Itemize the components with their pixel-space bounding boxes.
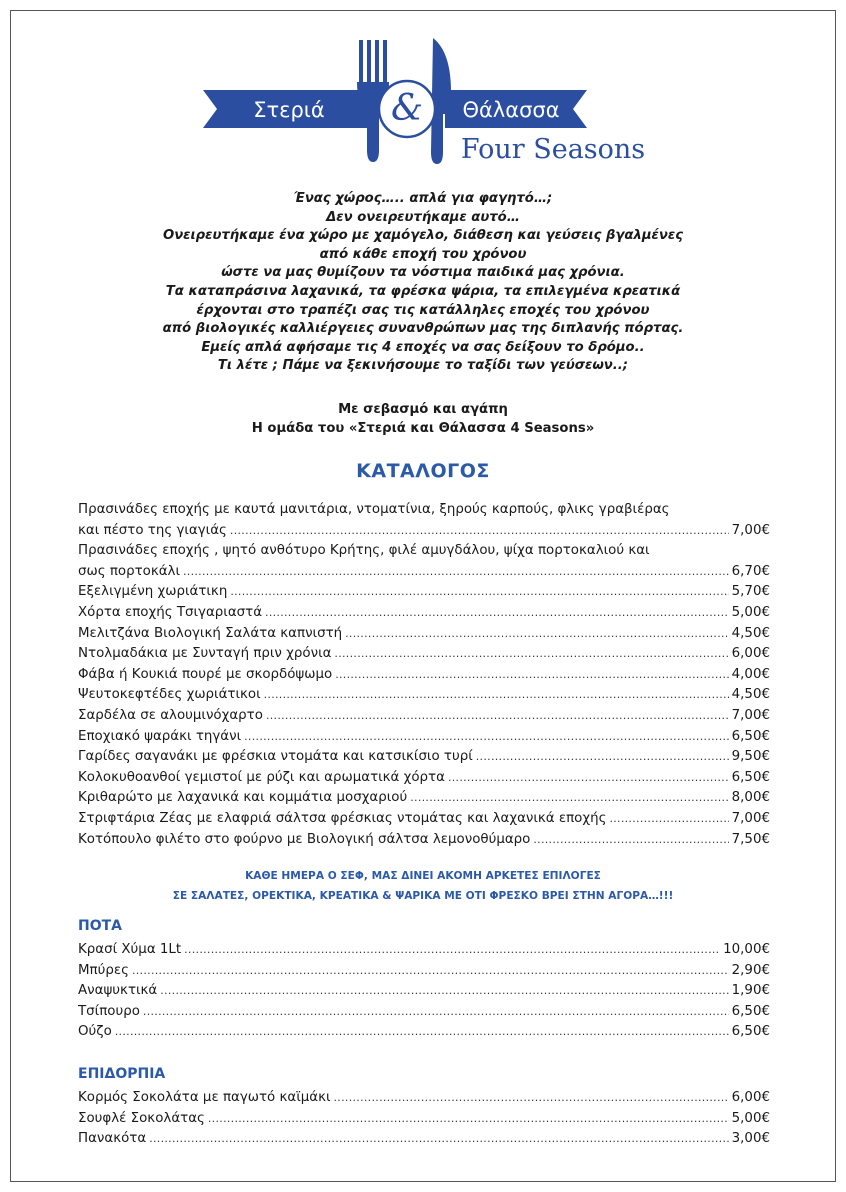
menu-item-name: Κορμός Σοκολάτα με παγωτό καϊμάκι (78, 1090, 331, 1105)
dot-leader (132, 961, 729, 982)
menu-item-price: 7,00€ (731, 707, 770, 723)
menu-item (78, 1109, 770, 1130)
menu-item-price: 6,50€ (731, 728, 770, 744)
menu-item-price: 5,00€ (731, 604, 770, 620)
intro-line: Τα καταπράσινα λαχανικά, τα φρέσκα ψάρια, τα επιλεγμένα κρεατικά (165, 283, 681, 299)
dot-leader (184, 940, 720, 961)
menu-item (78, 541, 770, 582)
dot-leader (230, 582, 728, 603)
menu-item-price: 6,00€ (731, 1090, 770, 1105)
food-menu (78, 500, 770, 850)
chef-notice (0, 866, 846, 906)
notice-line: ΣΕ ΣΑΛΑΤΕΣ, ΟΡΕΚΤΙΚΑ, ΚΡΕΑΤΙΚΑ & ΨΑΡΙΚΑ ΜΕ ΟΤΙ ΦΡΕΣΚΟ ΒΡΕΙ ΣΤΗΝ ΑΓΟΡΑ…!!! (172, 890, 674, 902)
intro-line: Δεν ονειρευτήκαμε αυτό… (326, 209, 520, 225)
dot-leader (609, 809, 728, 830)
menu-item-name: Κρασί Χύμα 1Lt (78, 942, 182, 957)
drinks-menu (78, 940, 770, 1043)
intro-line: Τι λέτε ; Πάμε να ξεκινήσουμε το ταξίδι των γεύσεων..; (217, 358, 629, 374)
menu-item (78, 788, 770, 809)
menu-item-name-line: Πρασινάδες εποχής , ψητό ανθότυρο Κρήτης, φιλέ αμυγδάλου, ψίχα πορτοκαλιού και (78, 543, 650, 559)
menu-item-price: 6,50€ (731, 1024, 770, 1040)
dot-leader (410, 788, 728, 809)
menu-item (78, 603, 770, 624)
menu-item (78, 500, 770, 541)
menu-item (78, 981, 770, 1002)
menu-item-name: Σουφλέ Σοκολάτας (78, 1110, 205, 1126)
menu-item-price: 4,50€ (731, 625, 770, 641)
dot-leader (334, 1088, 729, 1109)
logo-right-text: Θάλασσα (462, 98, 560, 122)
dot-leader (265, 603, 729, 624)
menu-item-name: Γαρίδες σαγανάκι με φρέσκια ντομάτα και κατσικίσιο τυρί (78, 749, 473, 765)
dot-leader (266, 706, 729, 727)
intro-line: έρχονται στο τραπέζι σας τις κατάλληλες εποχές του χρόνου (196, 302, 650, 318)
intro-line: ώστε να μας θυμίζουν τα νόστιμα παιδικά μας χρόνια. (221, 265, 625, 281)
menu-item (78, 582, 770, 603)
intro-text (60, 190, 786, 376)
menu-item (78, 830, 770, 851)
menu-item-name: Ούζο (78, 1024, 112, 1040)
catalog-heading: ΚΑΤΑΛΟΓΟΣ (356, 460, 490, 482)
menu-item-price: 6,50€ (731, 769, 770, 785)
dot-leader (143, 1002, 729, 1023)
menu-item (78, 809, 770, 830)
menu-item (78, 685, 770, 706)
menu-item (78, 706, 770, 727)
menu-item-name: Χόρτα εποχής Τσιγαριαστά (78, 604, 263, 620)
intro-line: Ένας χώρος….. απλά για φαγητό…; (293, 191, 553, 206)
menu-item-name: Εποχιακό ψαράκι τηγάνι (78, 728, 242, 744)
menu-item-name: Στριφτάρια Ζέας με ελαφριά σάλτσα φρέσκιας ντομάτας και λαχανικά εποχής (78, 810, 607, 826)
menu-item-name: και πέστο της γιαγιάς (78, 522, 227, 538)
menu-item-price: 7,50€ (731, 831, 770, 847)
notice-line: ΚΑΘΕ ΗΜΕΡΑ Ο ΣΕΦ, ΜΑΣ ΔΙΝΕΙ ΑΚΟΜΗ ΑΡΚΕΤΕΣ ΕΠΙΛΟΓΕΣ (245, 870, 601, 882)
menu-item-price: 7,00€ (731, 522, 770, 538)
intro-line: από βιολογικές καλλιέργειες συνανθρώπων μας της διπλανής πόρτας. (162, 321, 684, 337)
menu-item-price: 2,90€ (731, 962, 770, 978)
intro-line: Εμείς απλά αφήσαμε τις 4 εποχές να σας δείξουν το δρόμο.. (201, 339, 645, 355)
intro-line: Ονειρευτήκαμε ένα χώρο με χαμόγελο, διάθεση και γεύσεις βγαλμένες (162, 228, 684, 244)
menu-item-price: 5,70€ (731, 584, 770, 600)
menu-item-name-line: Πρασινάδες εποχής με καυτά μανιτάρια, ντοματίνια, ξηρούς καρπούς, φλικς γραβιέρας (78, 502, 670, 517)
logo-subtitle: Four Seasons (460, 134, 646, 165)
menu-item-name: Κριθαρώτο με λαχανικά και κομμάτια μοσχαριού (78, 790, 408, 806)
drinks-heading: ΠΟΤΑ (78, 918, 123, 934)
menu-item-name: Σαρδέλα σε αλουμινόχαρτο (78, 707, 263, 723)
menu-item-name: Αναψυκτικά (78, 983, 158, 999)
intro-line: από κάθε εποχή του χρόνου (319, 246, 527, 262)
menu-item (78, 1002, 770, 1023)
menu-item (78, 665, 770, 686)
menu-item (78, 747, 770, 768)
menu-item-price: 8,00€ (731, 790, 770, 806)
menu-item (78, 768, 770, 789)
dot-leader (149, 1129, 728, 1150)
logo-left-text: Στεριά (253, 98, 325, 122)
menu-item-name: Κολοκυθοανθοί γεμιστοί με ρύζι και αρωματικά χόρτα (78, 769, 445, 785)
signature-line: Με σεβασμό και αγάπη (338, 402, 508, 417)
menu-item-price: 10,00€ (723, 942, 770, 957)
menu-item-price: 6,50€ (731, 1003, 770, 1019)
menu-item-price: 4,00€ (731, 666, 770, 682)
menu-item (78, 940, 770, 961)
menu-item-name: Πανακότα (78, 1131, 147, 1147)
menu-item-price: 5,00€ (731, 1110, 770, 1126)
dot-leader (115, 1022, 729, 1043)
menu-item-name: Τσίπουρο (78, 1003, 140, 1019)
dot-leader (334, 644, 728, 665)
dot-leader (264, 685, 729, 706)
menu-item-name: Ψευτοκεφτέδες χωριάτικοι (78, 687, 261, 703)
menu-item-name: Φάβα ή Κουκιά πουρέ με σκορδόψωμο (78, 666, 333, 682)
menu-item-price: 3,00€ (731, 1131, 770, 1147)
menu-item-name: Κοτόπουλο φιλέτο στο φούρνο με Βιολογική σάλτσα λεμονοθύμαρο (78, 831, 531, 847)
signature-block (60, 400, 786, 438)
dot-leader (230, 521, 729, 542)
dot-leader (476, 747, 729, 768)
dot-leader (244, 727, 729, 748)
desserts-menu (78, 1088, 770, 1150)
menu-item-price: 6,00€ (731, 646, 770, 662)
menu-item (78, 961, 770, 982)
menu-item-price: 1,90€ (731, 983, 770, 999)
ampersand-text: & (390, 88, 424, 129)
menu-item-name: Εξελιγμένη χωριάτικη (78, 584, 228, 600)
menu-item-name: Ντολμαδάκια με Συνταγή πριν χρόνια (78, 646, 332, 662)
menu-item (78, 1022, 770, 1043)
menu-item (78, 1129, 770, 1150)
dot-leader (345, 624, 729, 645)
dot-leader (335, 665, 728, 686)
menu-item-price: 9,50€ (731, 749, 770, 765)
menu-item-name: σως πορτοκάλι (78, 563, 180, 579)
dot-leader (448, 768, 729, 789)
dot-leader (183, 562, 729, 583)
menu-item (78, 644, 770, 665)
menu-item-name: Μελιτζάνα Βιολογική Σαλάτα καπνιστή (78, 625, 343, 641)
menu-item (78, 727, 770, 748)
signature-line: Η ομάδα του «Στεριά και Θάλασσα 4 Seasons» (251, 421, 595, 436)
dot-leader (160, 981, 728, 1002)
menu-item (78, 624, 770, 645)
dot-leader (208, 1109, 729, 1130)
menu-item-price: 6,70€ (731, 563, 770, 579)
menu-item-price: 7,00€ (731, 810, 770, 826)
menu-item-name: Μπύρες (78, 962, 129, 978)
menu-item-price: 4,50€ (731, 687, 770, 703)
menu-item (78, 1088, 770, 1109)
restaurant-logo (195, 32, 665, 172)
desserts-heading: ΕΠΙΔΟΡΠΙΑ (78, 1066, 166, 1082)
dot-leader (533, 830, 728, 851)
